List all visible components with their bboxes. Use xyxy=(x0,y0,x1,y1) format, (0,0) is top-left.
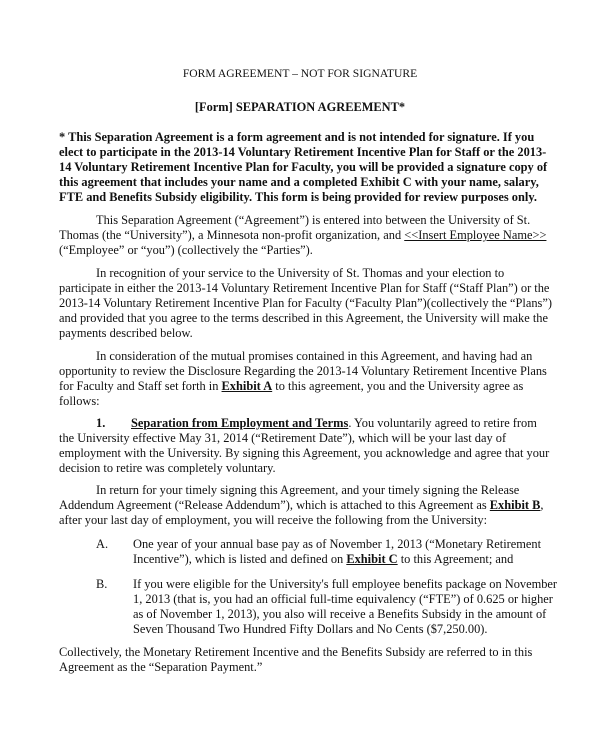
paragraph-text: Thomas (the “University”), a Minnesota non-profit organization, and xyxy=(59,228,405,242)
exhibit-b-reference: Exhibit B xyxy=(489,498,541,512)
list-label: A. xyxy=(96,537,109,551)
paragraph-line: In return for your timely signing this Agreement, and your timely signing the Release xyxy=(96,483,520,497)
paragraph-line: opportunity to review the Disclosure Regarding the 2013-14 Voluntary Retirement Incentive Plans xyxy=(59,364,547,378)
paragraph-line: after your last day of employment, you will receive the following from the University: xyxy=(59,513,488,527)
paragraph-line: and provided that you agree to the terms described in this Agreement, the University will make the xyxy=(59,311,548,325)
paragraph-text: , xyxy=(540,498,544,512)
paragraph-line: 2013-14 Voluntary Retirement Incentive Plan for Faculty (“Faculty Plan”)(collectively the “Plans”) xyxy=(59,296,552,310)
paragraph-line xyxy=(133,552,513,568)
exhibit-c-reference: Exhibit C xyxy=(346,552,398,566)
paragraph-line xyxy=(59,498,544,514)
paragraph-text: to this agreement, you and the University agree as xyxy=(272,379,524,393)
paragraph-text: for Faculty and Staff set forth in xyxy=(59,379,222,393)
page-header: FORM AGREEMENT – NOT FOR SIGNATURE xyxy=(182,67,418,80)
paragraph-line: 1, 2013 (that is, you had an official full-time equivalency (“FTE”) of 0.625 or higher xyxy=(133,592,553,606)
paragraph-line: This Separation Agreement (“Agreement”) is entered into between the University of St. xyxy=(96,213,531,227)
paragraph-line: If you were eligible for the University's full employee benefits package on November xyxy=(133,577,558,591)
notice-line: * This Separation Agreement is a form agreement and is not intended for signature. If you xyxy=(59,130,535,144)
notice-line: FTE and Benefits Subsidy eligibility. This form is being provided for review purposes only. xyxy=(59,190,537,204)
paragraph-line: follows: xyxy=(59,394,100,408)
list-label: B. xyxy=(96,577,108,591)
paragraph-text: Addendum Agreement (“Release Addendum”), which is attached to this Agreement as xyxy=(59,498,490,512)
paragraph-text: Incentive”), which is listed and defined on xyxy=(133,552,347,566)
paragraph-line: One year of your annual base pay as of November 1, 2013 (“Monetary Retirement xyxy=(133,537,542,551)
section-number: 1. xyxy=(96,416,106,430)
paragraph-line: (“Employee” or “you”) (collectively the “Parties”). xyxy=(59,243,313,257)
paragraph-line: payments described below. xyxy=(59,326,193,340)
paragraph-line: In consideration of the mutual promises contained in this Agreement, and having had an xyxy=(96,349,533,363)
paragraph-line xyxy=(59,379,523,395)
notice-line: elect to participate in the 2013-14 Voluntary Retirement Incentive Plan for Staff or the 2013- xyxy=(59,145,547,159)
paragraph-line: Collectively, the Monetary Retirement Incentive and the Benefits Subsidy are referred to in this xyxy=(59,645,533,659)
paragraph-text: . You voluntarily agreed to retire from xyxy=(348,416,537,430)
employee-name-placeholder: <<Insert Employee Name>> xyxy=(404,228,547,242)
paragraph-line: as of November 1, 2013), you also will receive a Benefits Subsidy in the amount of xyxy=(133,607,547,621)
paragraph-line: decision to retire was completely voluntary. xyxy=(59,461,276,475)
paragraph-line: employment with the University. By signing this Agreement, you acknowledge and agree that your xyxy=(59,446,550,460)
page-title: [Form] SEPARATION AGREEMENT* xyxy=(194,100,406,114)
paragraph-line: Seven Thousand Two Hundred Fifty Dollars and No Cents ($7,250.00). xyxy=(133,622,488,636)
paragraph-line xyxy=(131,416,537,432)
paragraph-line xyxy=(59,228,546,244)
paragraph-text: to this Agreement; and xyxy=(397,552,514,566)
paragraph-line: In recognition of your service to the University of St. Thomas and your election to xyxy=(96,266,505,280)
notice-line: 14 Voluntary Retirement Incentive Plan for Faculty, you will be provided a signature copy of xyxy=(59,160,548,174)
notice-line: this agreement that includes your name and a completed Exhibit C with your name, salary, xyxy=(59,175,539,189)
exhibit-a-reference: Exhibit A xyxy=(221,379,273,393)
section-heading: Separation from Employment and Terms xyxy=(131,416,349,430)
paragraph-line: the University effective May 31, 2014 (“Retirement Date”), which will be your last day of xyxy=(59,431,507,445)
paragraph-line: participate in either the 2013-14 Voluntary Retirement Incentive Plan for Staff (“Staff Plan”) or the xyxy=(59,281,550,295)
paragraph-line: Agreement as the “Separation Payment.” xyxy=(59,660,263,674)
